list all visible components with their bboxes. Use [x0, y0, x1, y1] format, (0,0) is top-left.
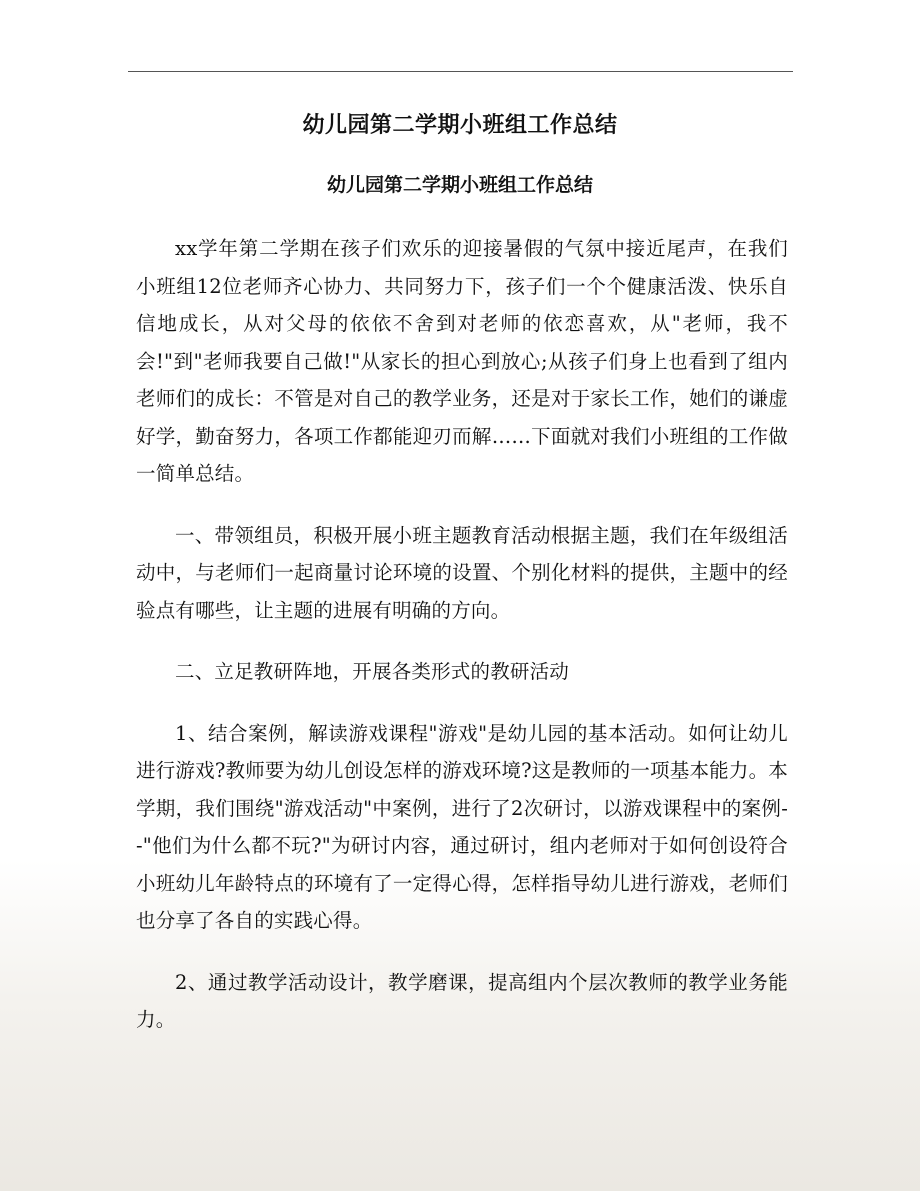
document-body	[136, 230, 788, 1063]
paragraph-section-one: 一、带领组员，积极开展小班主题教育活动根据主题，我们在年级组活动中，与老师们一起商量讨论环境的设置、个别化材料的提供，主题中的经验点有哪些，让主题的进展有明确的方向。	[136, 523, 788, 622]
paragraph-item-one: 1、结合案例，解读游戏课程"游戏"是幼儿园的基本活动。如何让幼儿进行游戏?教师要为幼儿创设怎样的游戏环境?这是教师的一项基本能力。本学期，我们围绕"游戏活动"中案例，进行了2次研讨，以游戏课程中的案例--"他们为什么都不玩?"为研讨内容，通过研讨，组内老师对于如何创设符合小班幼儿年龄特点的环境有了一定得心得，怎样指导幼儿进行游戏，老师们也分享了各自的实践心得。	[136, 721, 788, 932]
header-rule	[128, 71, 793, 72]
paragraph-section-two-heading: 二、立足教研阵地，开展各类形式的教研活动	[175, 660, 570, 683]
document-subtitle: 幼儿园第二学期小班组工作总结	[326, 174, 593, 196]
paragraph-intro: xx学年第二学期在孩子们欢乐的迎接暑假的气氛中接近尾声，在我们小班组12位老师齐心协力、共同努力下，孩子们一个个健康活泼、快乐自信地成长，从对父母的依依不舍到对老师的依恋喜欢，从"老师，我不会!"到"老师我要自己做!"从家长的担心到放心;从孩子们身上也看到了组内老师们的成长：不管是对自己的教学业务，还是对于家长工作，她们的谦虚好学，勤奋努力，各项工作都能迎刃而解……下面就对我们小班组的工作做一简单总结。	[136, 237, 788, 485]
document-title: 幼儿园第二学期小班组工作总结	[302, 113, 618, 138]
paragraph-item-two: 2、通过教学活动设计，教学磨课，提高组内个层次教师的教学业务能力。	[136, 970, 788, 1031]
